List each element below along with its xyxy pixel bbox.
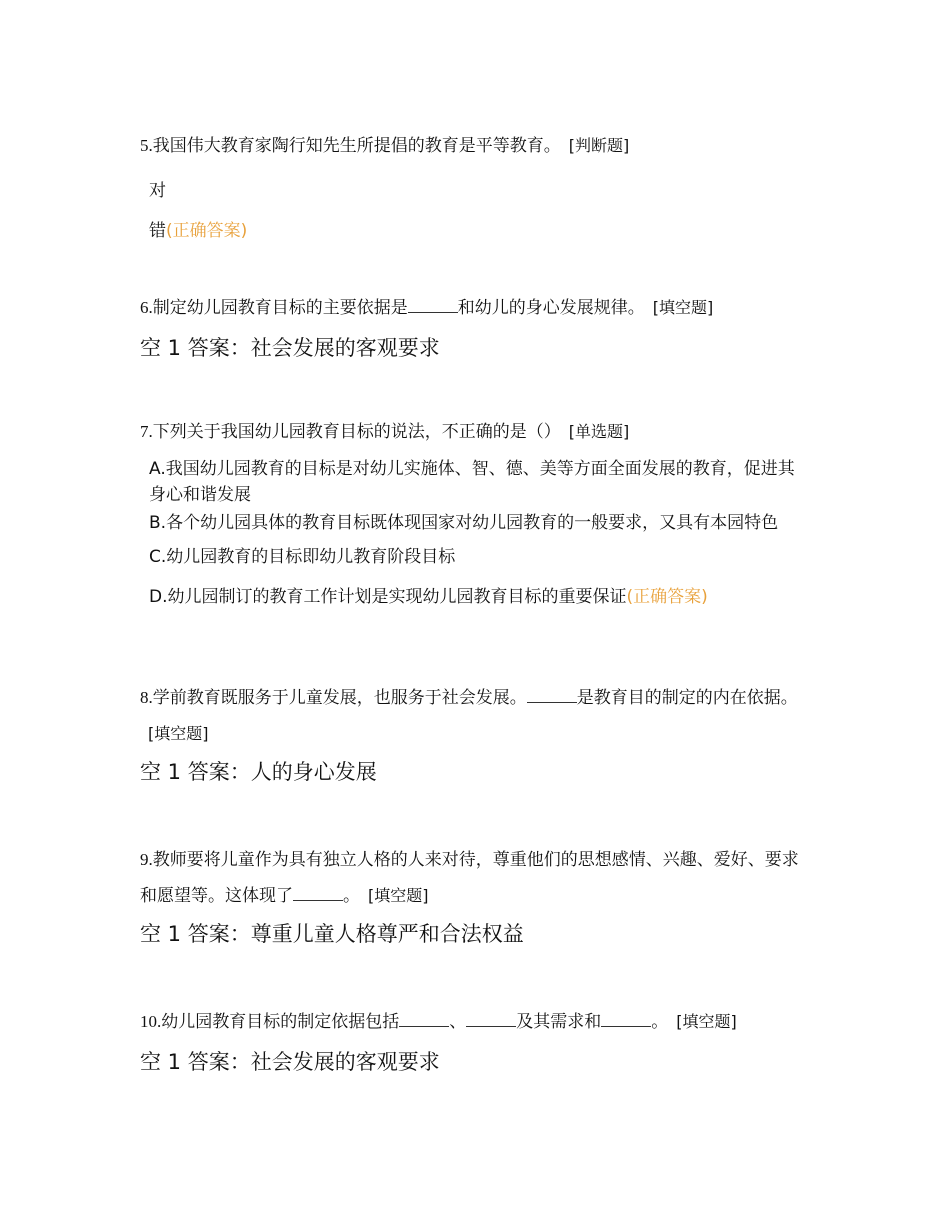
question-type: [填空题]: [652, 298, 714, 317]
question-7-text: [140, 414, 820, 450]
question-9: [140, 842, 820, 950]
fill-blank: [601, 1012, 651, 1027]
correct-answer-tag: (正确答案): [626, 587, 708, 607]
question-number: 8.: [140, 688, 153, 707]
option-a: [149, 456, 809, 508]
question-8: [140, 680, 820, 788]
question-stem-after: 。: [343, 886, 360, 906]
question-6-text: [140, 290, 820, 326]
blank-answer: 空 1 答案：社会发展的客观要求: [140, 1050, 440, 1074]
question-type: [单选题]: [568, 422, 630, 441]
question-stem-after: 和幼儿的身心发展规律。: [457, 298, 645, 318]
fill-blank: [293, 886, 343, 901]
question-stem-mid: 、: [449, 1012, 467, 1032]
fill-blank: [399, 1012, 449, 1027]
question-5: [140, 128, 820, 244]
question-number: 7.: [140, 422, 153, 441]
option-label: 对: [149, 181, 166, 201]
fill-blank: [527, 688, 577, 703]
blank-answer: 空 1 答案：尊重儿童人格尊严和合法权益: [140, 922, 524, 946]
question-stem-before: 学前教育既服务于儿童发展，也服务于社会发展。: [152, 688, 527, 708]
question-type: [填空题]: [148, 724, 209, 743]
option-label: B.各个幼儿园具体的教育目标既体现国家对幼儿园教育的一般要求，又具有本园特色: [149, 513, 779, 533]
question-10-text: [140, 1004, 820, 1040]
option-true: [149, 178, 820, 204]
option-false: [149, 218, 820, 244]
correct-answer-tag: (正确答案): [166, 221, 248, 241]
option-label: D.幼儿园制订的教育工作计划是实现幼儿园教育目标的重要保证: [149, 587, 627, 607]
option-label: A.我国幼儿园教育的目标是对幼儿实施体、智、德、美等方面全面发展的教育，促进其身心和谐发展: [149, 459, 795, 505]
question-5-text: [140, 128, 820, 164]
blank-answer: 空 1 答案：人的身心发展: [140, 760, 377, 784]
question-type: [判断题]: [568, 136, 630, 155]
question-stem: 我国伟大教育家陶行知先生所提倡的教育是平等教育。: [152, 136, 561, 156]
question-stem: 下列关于我国幼儿园教育目标的说法，不正确的是（）: [152, 422, 561, 442]
question-6: [140, 290, 820, 364]
option-label: C.幼儿园教育的目标即幼儿教育阶段目标: [149, 547, 456, 567]
fill-blank: [408, 298, 458, 313]
question-9-text: [140, 842, 800, 914]
question-number: 10.: [140, 1012, 162, 1031]
blank-answer: 空 1 答案：社会发展的客观要求: [140, 336, 440, 360]
question-number: 5.: [140, 136, 153, 155]
question-type: [填空题]: [676, 1012, 737, 1031]
question-stem-before: 幼儿园教育目标的制定依据包括: [161, 1012, 400, 1032]
question-stem-before: 教师要将儿童作为具有独立人格的人来对待，尊重他们的思想感情、兴趣、爱好、要求和愿望等。这体现了: [140, 850, 799, 906]
question-type: [填空题]: [368, 886, 429, 905]
option-label: 错: [149, 221, 166, 241]
option-b: [149, 510, 809, 536]
question-number: 9.: [140, 850, 153, 869]
question-8-text: [140, 680, 815, 752]
option-d: [149, 584, 820, 610]
question-stem-before: 制定幼儿园教育目标的主要依据是: [152, 298, 408, 318]
option-c: [149, 544, 820, 570]
question-10: [140, 1004, 820, 1078]
question-7: [140, 414, 820, 610]
fill-blank: [466, 1012, 516, 1027]
question-stem-after: 。: [651, 1012, 669, 1032]
question-stem-mid: 及其需求和: [516, 1012, 602, 1032]
question-number: 6.: [140, 298, 153, 317]
question-stem-after: 是教育目的制定的内在依据。: [576, 688, 798, 708]
